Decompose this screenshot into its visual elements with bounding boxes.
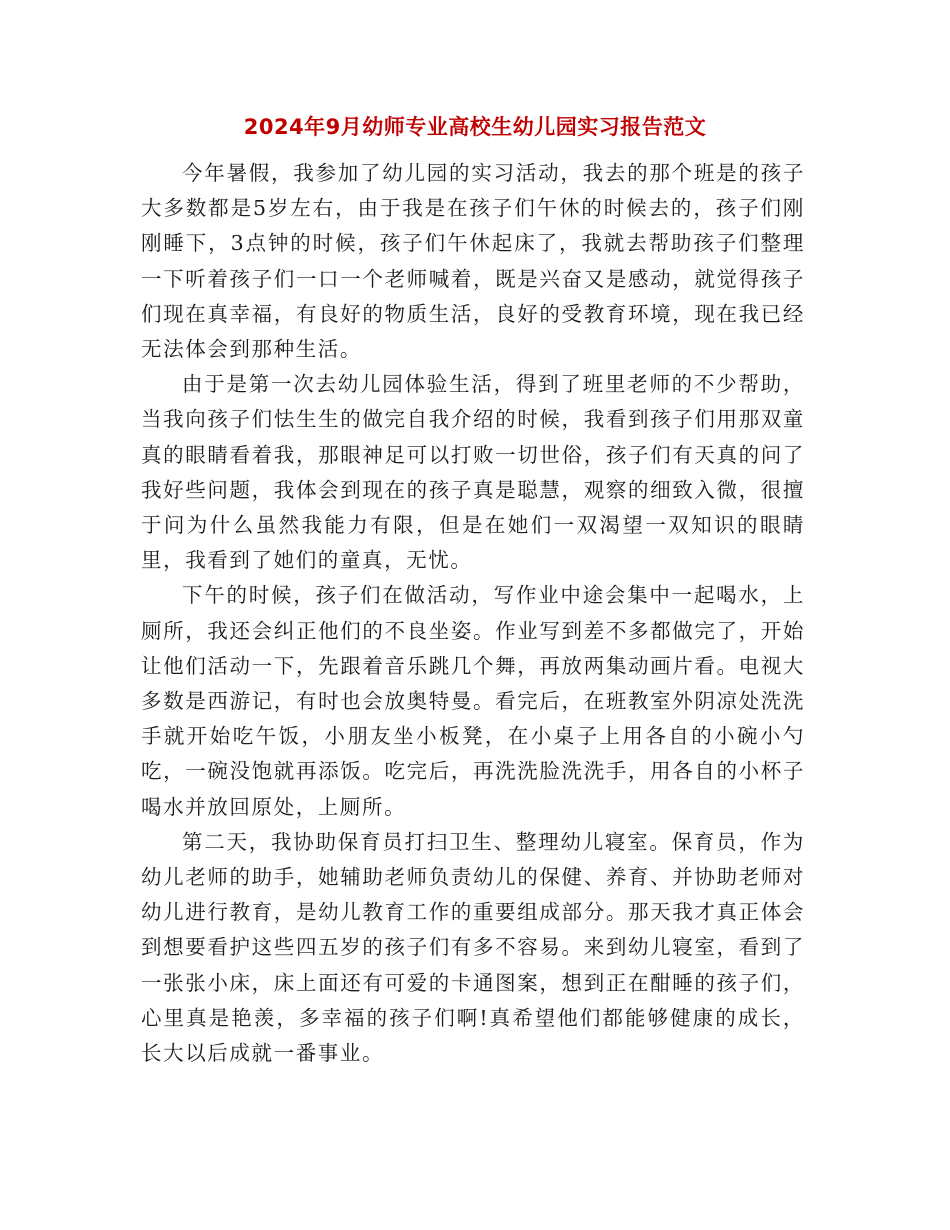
document-body bbox=[141, 156, 805, 1071]
paragraph: 今年暑假，我参加了幼儿园的实习活动，我去的那个班是的孩子大多数都是5岁左右，由于我是在孩子们午休的时候去的，孩子们刚刚睡下，3点钟的时候，孩子们午休起床了，我就去帮助孩子们整理一下听着孩子们一口一个老师喊着，既是兴奋又是感动，就觉得孩子们现在真幸福，有良好的物质生活，良好的受教育环境，现在我已经无法体会到那种生活。 bbox=[141, 161, 805, 362]
paragraph: 由于是第一次去幼儿园体验生活，得到了班里老师的不少帮助，当我向孩子们怯生生的做完自我介绍的时候，我看到孩子们用那双童真的眼睛看着我，那眼神足可以打败一切世俗，孩子们有天真的问了我好些问题，我体会到现在的孩子真是聪慧，观察的细致入微，很擅于问为什么虽然我能力有限，但是在她们一双渴望一双知识的眼睛里，我看到了她们的童真，无忧。 bbox=[141, 372, 805, 573]
document-title: 2024年9月幼师专业高校生幼儿园实习报告范文 bbox=[243, 115, 707, 139]
paragraph: 第二天，我协助保育员打扫卫生、整理幼儿寝室。保育员，作为幼儿老师的助手，她辅助老师负责幼儿的保健、养育、并协助老师对幼儿进行教育，是幼儿教育工作的重要组成部分。那天我才真正体会到想要看护这些四五岁的孩子们有多不容易。来到幼儿寝室，看到了一张张小床，床上面还有可爱的卡通图案，想到正在酣睡的孩子们，心里真是艳羡，多幸福的孩子们啊!真希望他们都能够健康的成长，长大以后成就一番事业。 bbox=[141, 829, 805, 1066]
paragraph: 下午的时候，孩子们在做活动，写作业中途会集中一起喝水，上厕所，我还会纠正他们的不良坐姿。作业写到差不多都做完了，开始让他们活动一下，先跟着音乐跳几个舞，再放两集动画片看。电视大多数是西游记，有时也会放奥特曼。看完后，在班教室外阴凉处洗洗手就开始吃午饭，小朋友坐小板凳，在小桌子上用各自的小碗小勺吃，一碗没饱就再添饭。吃完后，再洗洗脸洗洗手，用各自的小杯子喝水并放回原处，上厕所。 bbox=[141, 583, 805, 819]
